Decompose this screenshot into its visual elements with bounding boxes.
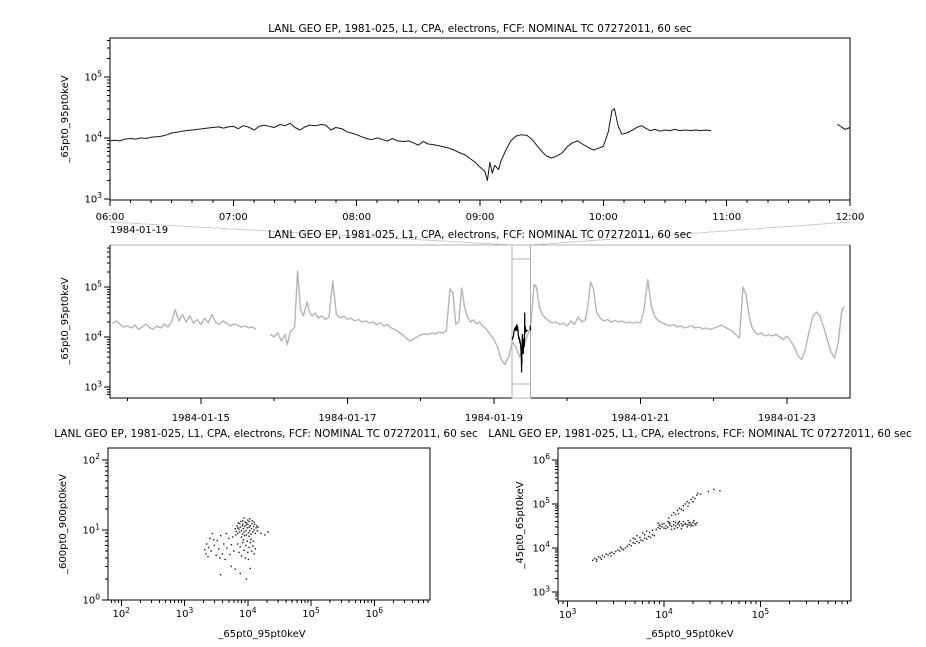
tick-label: 1984-01-17	[318, 413, 377, 424]
tick-label: 10:00	[588, 212, 618, 223]
tick-label: $10^4$	[239, 605, 257, 620]
tick-label: 08:00	[342, 212, 372, 223]
tick-label: $10^5$	[302, 605, 320, 620]
tick-label: $10^4$	[84, 130, 102, 145]
panel1-y-axis-label: _65pt0_95pt0keV	[60, 75, 71, 163]
panel4-frame	[558, 448, 851, 601]
panel4-y-axis	[532, 452, 558, 599]
tick-label: $10^3$	[532, 584, 550, 599]
tick-label: 07:00	[218, 212, 248, 223]
panel3-y-axis-label: _600pt0_900pt0keV	[58, 474, 69, 574]
tick-label: 12:00	[835, 212, 865, 223]
panel1-x-axis	[96, 200, 865, 223]
tick-label: $10^5$	[532, 496, 550, 511]
panel2-y-axis	[84, 248, 110, 395]
panel4-title: LANL GEO EP, 1981-025, L1, CPA, electrons, FCF: NOMINAL TC 07272011, 60 sec	[488, 428, 912, 440]
tick-label: 1984-01-21	[611, 413, 670, 424]
panel3-x-axis	[111, 600, 427, 620]
panel2-plot-area[interactable]	[110, 245, 850, 398]
panel4-y-axis-label: _45pt0_65pt0keV	[515, 481, 526, 569]
panel3-y-axis	[82, 452, 108, 606]
panel1-frame	[110, 38, 850, 200]
tick-label: $10^5$	[84, 69, 102, 84]
tick-label: 11:00	[712, 212, 742, 223]
panel4-plot-area[interactable]	[558, 448, 851, 601]
tick-label: $10^3$	[84, 379, 102, 394]
tick-label: 09:00	[465, 212, 495, 223]
panel2-y-axis-label: _65pt0_95pt0keV	[60, 277, 71, 365]
panel2-x-axis	[128, 398, 816, 424]
panel1-date-label: 1984-01-19	[110, 225, 169, 236]
tick-label: 1984-01-19	[464, 413, 523, 424]
panel4-x-axis	[558, 601, 847, 621]
tick-label: 06:00	[95, 212, 125, 223]
panel1-title: LANL GEO EP, 1981-025, L1, CPA, electrons, FCF: NOMINAL TC 07272011, 60 sec	[268, 23, 692, 35]
panels-layer	[82, 38, 864, 621]
tick-label: $10^4$	[84, 329, 102, 344]
tick-label: $10^5$	[751, 606, 770, 621]
tick-label: 1984-01-15	[171, 413, 230, 424]
panel4-x-axis-label: _65pt0_95pt0keV	[646, 629, 734, 640]
tick-label: $10^6$	[532, 452, 550, 467]
tick-label: $10^3$	[558, 606, 577, 621]
panel3-title: LANL GEO EP, 1981-025, L1, CPA, electrons, FCF: NOMINAL TC 07272011, 60 sec	[54, 428, 478, 440]
tick-label: $10^5$	[84, 279, 102, 294]
tick-label: 1984-01-23	[757, 413, 817, 424]
panel1-plot-area[interactable]	[110, 38, 850, 200]
tick-label: $10^4$	[532, 540, 550, 555]
tick-label: $10^2$	[112, 605, 131, 620]
panel3-plot-area[interactable]	[108, 448, 430, 600]
panel3-frame	[108, 448, 430, 600]
tick-label: $10^1$	[82, 522, 100, 537]
tick-label: $10^3$	[175, 605, 194, 620]
panel2-frame	[110, 245, 850, 398]
panel2-title: LANL GEO EP, 1981-025, L1, CPA, electrons, FCF: NOMINAL TC 07272011, 60 sec	[268, 229, 692, 241]
tick-label: $10^3$	[84, 191, 102, 206]
tick-label: $10^4$	[655, 606, 673, 621]
tick-label: $10^6$	[365, 605, 384, 620]
panel3-x-axis-label: _65pt0_95pt0keV	[218, 629, 306, 640]
tick-label: $10^0$	[82, 592, 100, 607]
tick-label: $10^2$	[82, 452, 100, 467]
panel1-y-axis	[84, 40, 110, 205]
